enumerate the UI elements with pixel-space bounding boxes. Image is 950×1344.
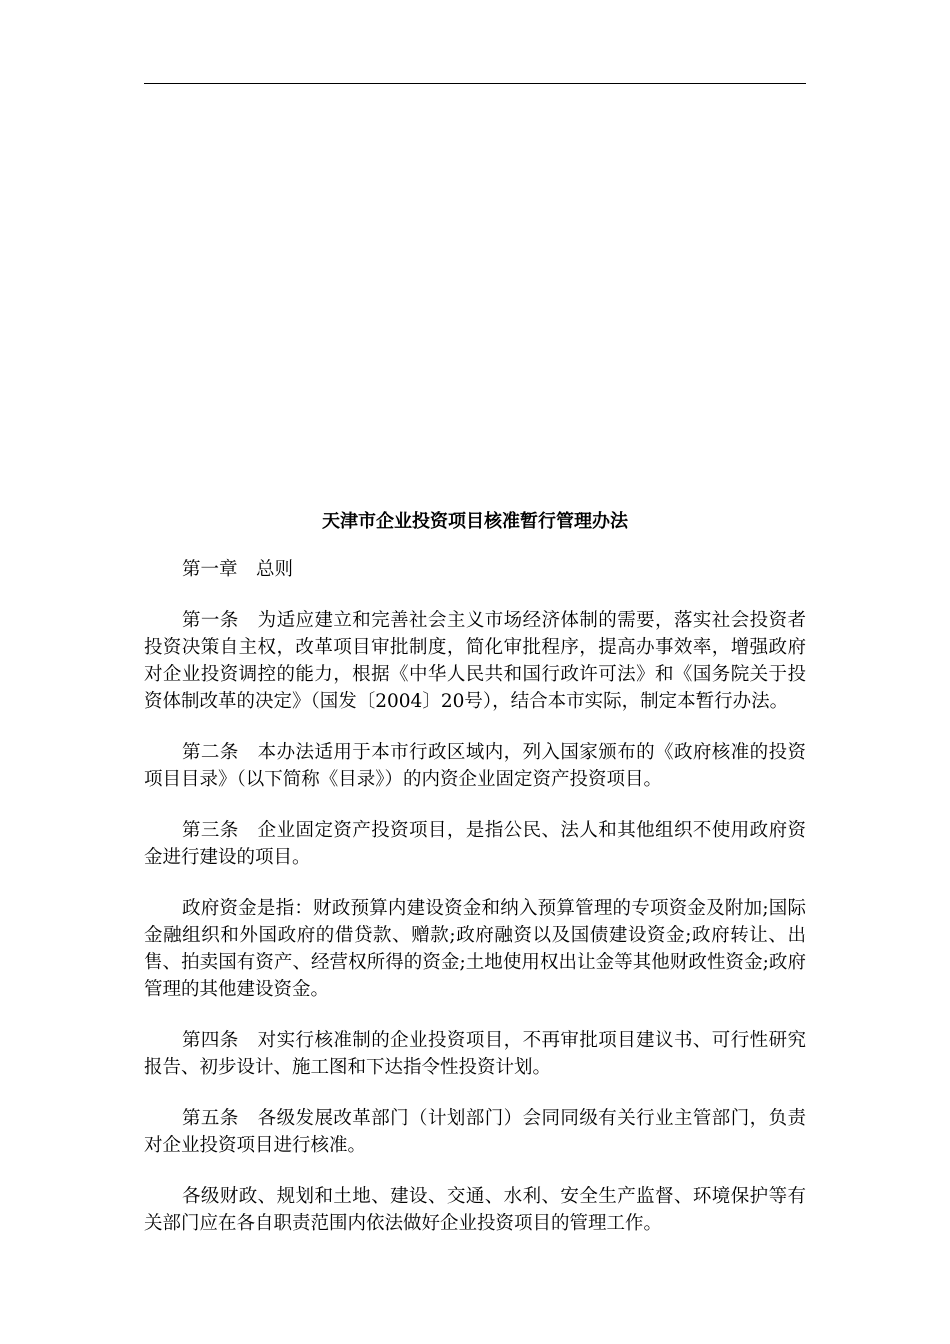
header-rule bbox=[144, 83, 806, 84]
article-3-definition: 政府资金是指：财政预算内建设资金和纳入预算管理的专项资金及附加;国际金融组织和外国政府的借贷款、赠款;政府融资以及国债建设资金;政府转让、出售、拍卖国有资产、经营权所得的资金;土地使用权出让金等其他财政性资金;政府管理的其他建设资金。 bbox=[144, 898, 806, 1000]
article-3: 第三条 企业固定资产投资项目，是指公民、法人和其他组织不使用政府资金进行建设的项目。 bbox=[144, 820, 806, 868]
article-1: 第一条 为适应建立和完善社会主义市场经济体制的需要，落实社会投资者投资决策自主权，改革项目审批制度，简化审批程序，提高办事效率，增强政府对企业投资调控的能力，根据《中华人民共和国行政许可法》和《国务院关于投资体制改革的决定》（国发〔2004〕20号），结合本市实际，制定本暂行办法。 bbox=[144, 610, 806, 712]
chapter-heading: 第一章 总则 bbox=[182, 559, 294, 580]
article-5-departments: 各级财政、规划和土地、建设、交通、水利、安全生产监督、环境保护等有关部门应在各自职责范围内依法做好企业投资项目的管理工作。 bbox=[144, 1186, 806, 1234]
article-2: 第二条 本办法适用于本市行政区域内，列入国家颁布的《政府核准的投资项目目录》（以下简称《目录》）的内资企业固定资产投资项目。 bbox=[144, 742, 806, 790]
document-title: 天津市企业投资项目核准暂行管理办法 bbox=[322, 511, 628, 532]
article-5: 第五条 各级发展改革部门（计划部门）会同同级有关行业主管部门，负责对企业投资项目进行核准。 bbox=[144, 1108, 806, 1156]
article-4: 第四条 对实行核准制的企业投资项目，不再审批项目建议书、可行性研究报告、初步设计、施工图和下达指令性投资计划。 bbox=[144, 1030, 806, 1078]
document-body bbox=[144, 556, 806, 1261]
